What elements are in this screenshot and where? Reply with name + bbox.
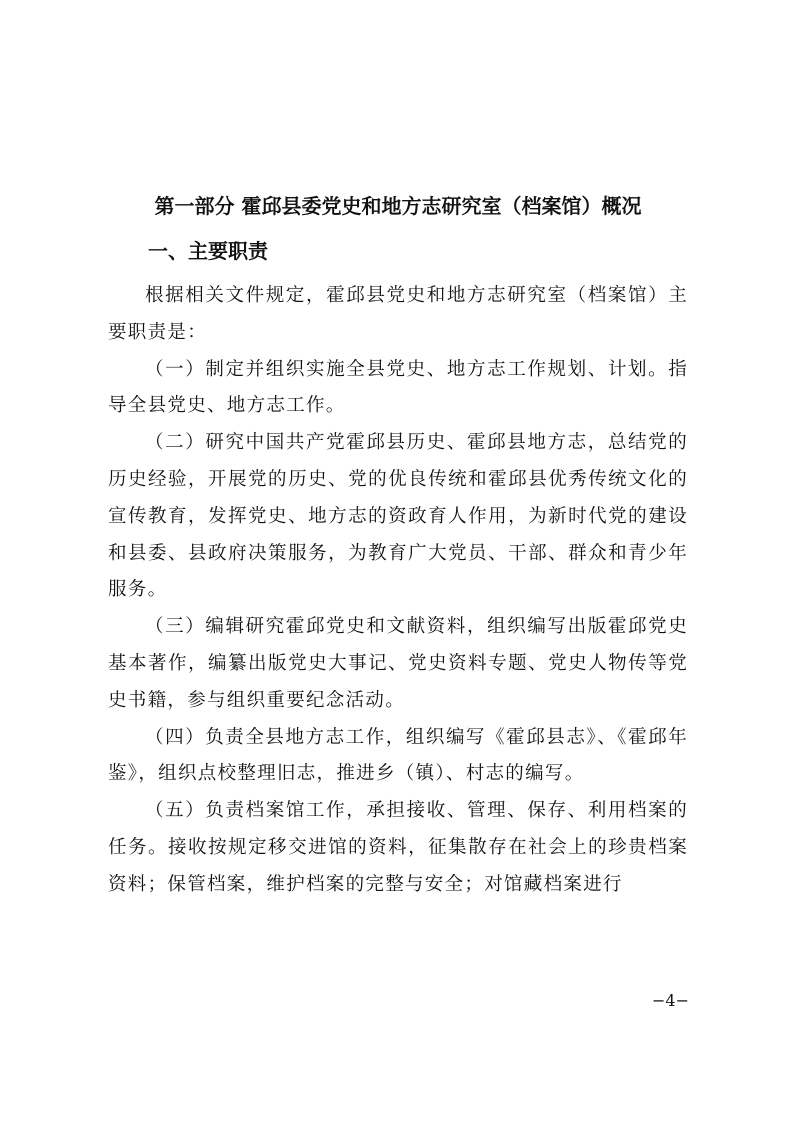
page-number: −4− — [652, 991, 689, 1010]
paragraph-duty-1: （一）制定并组织实施全县党史、地方志工作规划、计划。指导全县党史、地方志工作。 — [108, 358, 688, 417]
document-title: 第一部分 霍邱县委党史和地方志研究室（档案馆）概况 — [154, 194, 642, 218]
paragraph-duty-2: （二）研究中国共产党霍邱县历史、霍邱县地方志，总结党的历史经验，开展党的历史、党的优良传统和霍邱县优秀传统文化的宣传教育，发挥党史、地方志的资政育人作用，为新时代党的建设和县委、县政府决策服务，为教育广大党员、干部、群众和青少年服务。 — [108, 432, 688, 601]
paragraph-duty-3: （三）编辑研究霍邱党史和文献资料，组织编写出版霍邱党史基本著作，编纂出版党史大事记、党史资料专题、党史人物传等党史书籍，参与组织重要纪念活动。 — [108, 616, 688, 711]
paragraph-duty-4: （四）负责全县地方志工作，组织编写《霍邱县志》、《霍邱年鉴》，组织点校整理旧志，推进乡（镇）、村志的编写。 — [108, 726, 688, 785]
document-body — [108, 278, 688, 904]
section-heading: 一、主要职责 — [148, 239, 268, 263]
paragraph-duty-5: （五）负责档案馆工作，承担接收、管理、保存、利用档案的任务。接收按规定移交进馆的资料，征集散存在社会上的珍贵档案资料；保管档案，维护档案的完整与安全；对馆藏档案进行 — [108, 800, 688, 895]
paragraph-intro: 根据相关文件规定，霍邱县党史和地方志研究室（档案馆）主要职责是： — [108, 285, 688, 343]
